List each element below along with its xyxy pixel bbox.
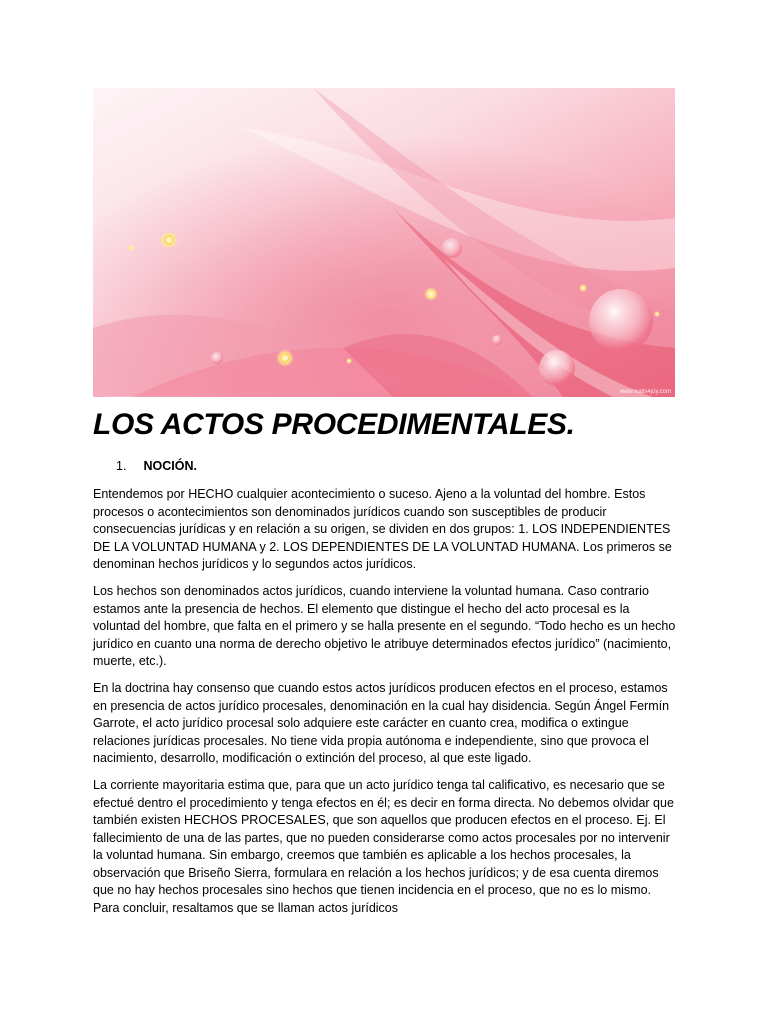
paragraph: Entendemos por HECHO cualquier acontecimiento o suceso. Ajeno a la voluntad del hombre. Estos procesos o acontecimientos son denominados jurídicos cuando son susceptibles de producir consecuencias jurídicas y en relación a su origen, se dividen en dos grupos: 1. LOS INDEPENDIENTES DE LA VOLUNTAD HUMANA y 2. LOS DEPENDIENTES DE LA VOLUNTAD HUMANA. Los primeros se denominan hechos jurídicos y lo segundos actos jurídicos. [93, 487, 672, 572]
pink-bubbles-illustration [93, 88, 675, 397]
paragraph: Los hechos son denominados actos jurídicos, cuando interviene la voluntad humana. Caso contrario estamos ante la presencia de hechos. El elemento que distingue el hecho del acto procesal es la voluntad del hombre, que falta en el primero y se halla presente en el segundo. “Todo hecho es un hecho jurídico en cuanto una norma de derecho objetivo le atribuye determinados efectos jurídico” (nacimiento, muerte, etc.). [93, 583, 676, 669]
document-body [93, 486, 679, 927]
section-number: 1. [116, 459, 127, 473]
header-banner-image [93, 88, 675, 397]
section-label: NOCIÓN. [143, 459, 197, 473]
section-heading [116, 459, 197, 473]
banner-credit-text: www.walls4joy.com [619, 389, 671, 395]
paragraph: En la doctrina hay consenso que cuando estos actos jurídicos producen efectos en el proceso, estamos en presencia de actos jurídico procesales, denominación en la cual hay disidencia. Según Ángel Fermín Garrote, el acto jurídico procesal solo adquiere este carácter en cuanto crea, modifica o extingue relaciones jurídicas procesales. No tiene vida propia autónoma e independiente, sino que provoca el nacimiento, desarrollo, modificación o extinción del proceso, al que este ligado. [93, 680, 670, 766]
paragraph: La corriente mayoritaria estima que, para que un acto jurídico tenga tal calificativo, es necesario que se efectué dentro el procedimiento y tenga efectos en él; es decir en forma directa. No debemos olvidar que también existen HECHOS PROCESALES, que son aquellos que producen efectos en el proceso. Ej. El fallecimiento de una de las partes, que no pueden considerarse como actos procesales por no intervenir la voluntad humana. Sin embargo, creemos que también es aplicable a los hechos procesales, la observación que Briseño Sierra, formulara en relación a los hechos jurídicos; y de esa cuenta diremos que no hay hechos procesales sino hechos que tienen incidencia en el proceso, que no es lo mismo. Para concluir, resaltamos que se llaman actos jurídicos [93, 777, 674, 916]
document-title: LOS ACTOS PROCEDIMENTALES. [93, 408, 575, 441]
